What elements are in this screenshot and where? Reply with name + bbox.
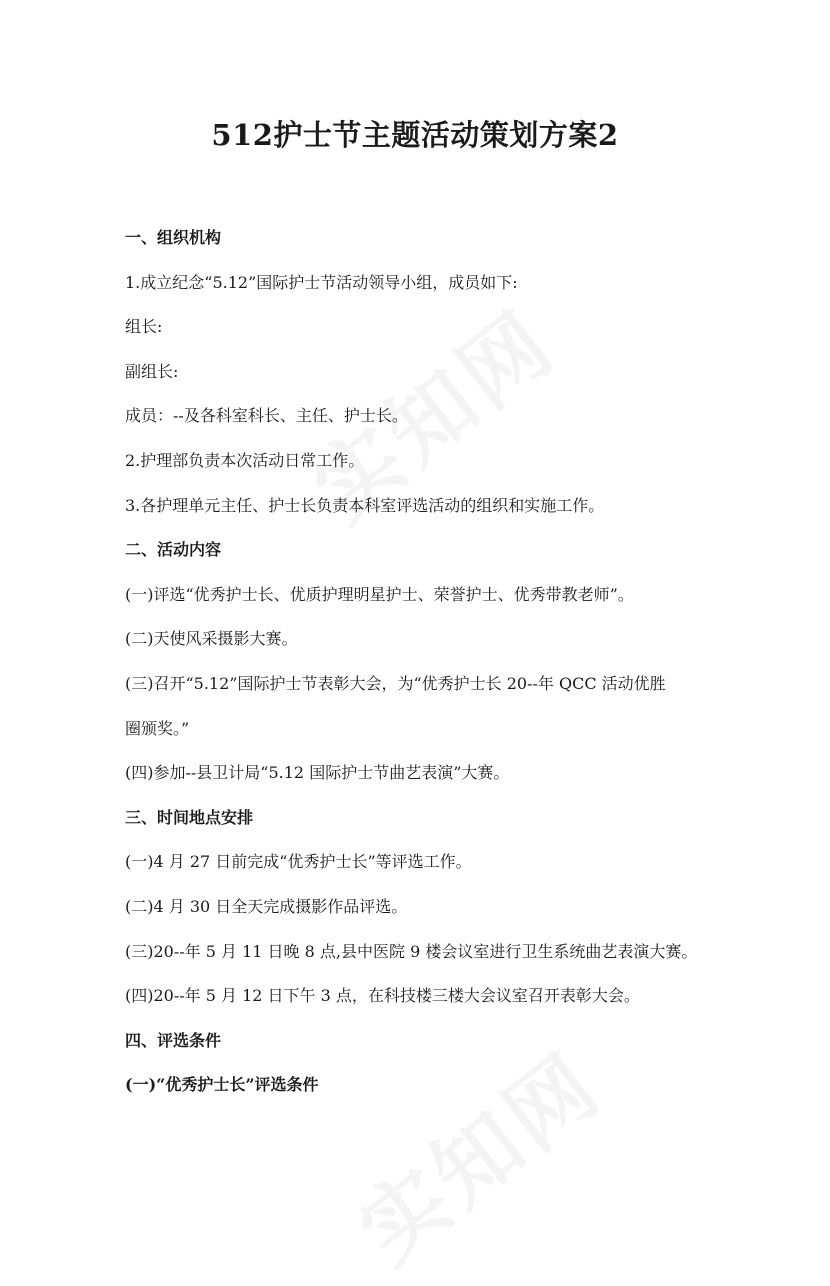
page-title: 512护士节主题活动策划方案2 (211, 118, 619, 152)
paragraph-line: (二)4 月 30 日全天完成摄影作品评选。 (125, 896, 408, 916)
paragraph-line: 成员：--及各科室科长、主任、护士长。 (125, 406, 408, 426)
paragraph-line: (三)20--年 5 月 11 日晚 8 点,县中医院 9 楼会议室进行卫生系统曲艺表演大赛。 (125, 941, 698, 961)
section-heading: 三、时间地点安排 (125, 807, 254, 827)
paragraph-line: (四)参加--县卫计局“5.12 国际护士节曲艺表演”大赛。 (125, 763, 510, 783)
paragraph-line: 2.护理部负责本次活动日常工作。 (125, 450, 365, 470)
section-heading: 四、评选条件 (125, 1030, 222, 1050)
paragraph-line: (二)天使风采摄影大赛。 (125, 629, 298, 649)
subsection-heading: (一)“优秀护士长”评选条件 (125, 1075, 319, 1095)
paragraph-line: 副组长: (125, 361, 179, 381)
paragraph-line: (一)评选“优秀护士长、优质护理明星护士、荣誉护士、优秀带教老师”。 (125, 584, 634, 604)
paragraph-line: 3.各护理单元主任、护士长负责本科室评选活动的组织和实施工作。 (125, 495, 605, 515)
paragraph-line: (一)4 月 27 日前完成“优秀护士长”等评选工作。 (125, 852, 472, 872)
paragraph-line: 1.成立纪念“5.12”国际护士节活动领导小组，成员如下: (125, 272, 518, 292)
paragraph-line: 组长: (125, 317, 163, 337)
paragraph-line: (四)20--年 5 月 12 日下午 3 点，在科技楼三楼大会议室召开表彰大会。 (125, 986, 640, 1006)
paragraph-line: (三)召开“5.12”国际护士节表彰大会，为“优秀护士长 20--年 QCC 活动优胜 (125, 673, 666, 693)
section-heading: 一、组织机构 (125, 228, 222, 247)
document-body (125, 216, 725, 1108)
section-heading: 二、活动内容 (125, 540, 222, 560)
paragraph-line: 圈颁奖。” (125, 718, 190, 738)
